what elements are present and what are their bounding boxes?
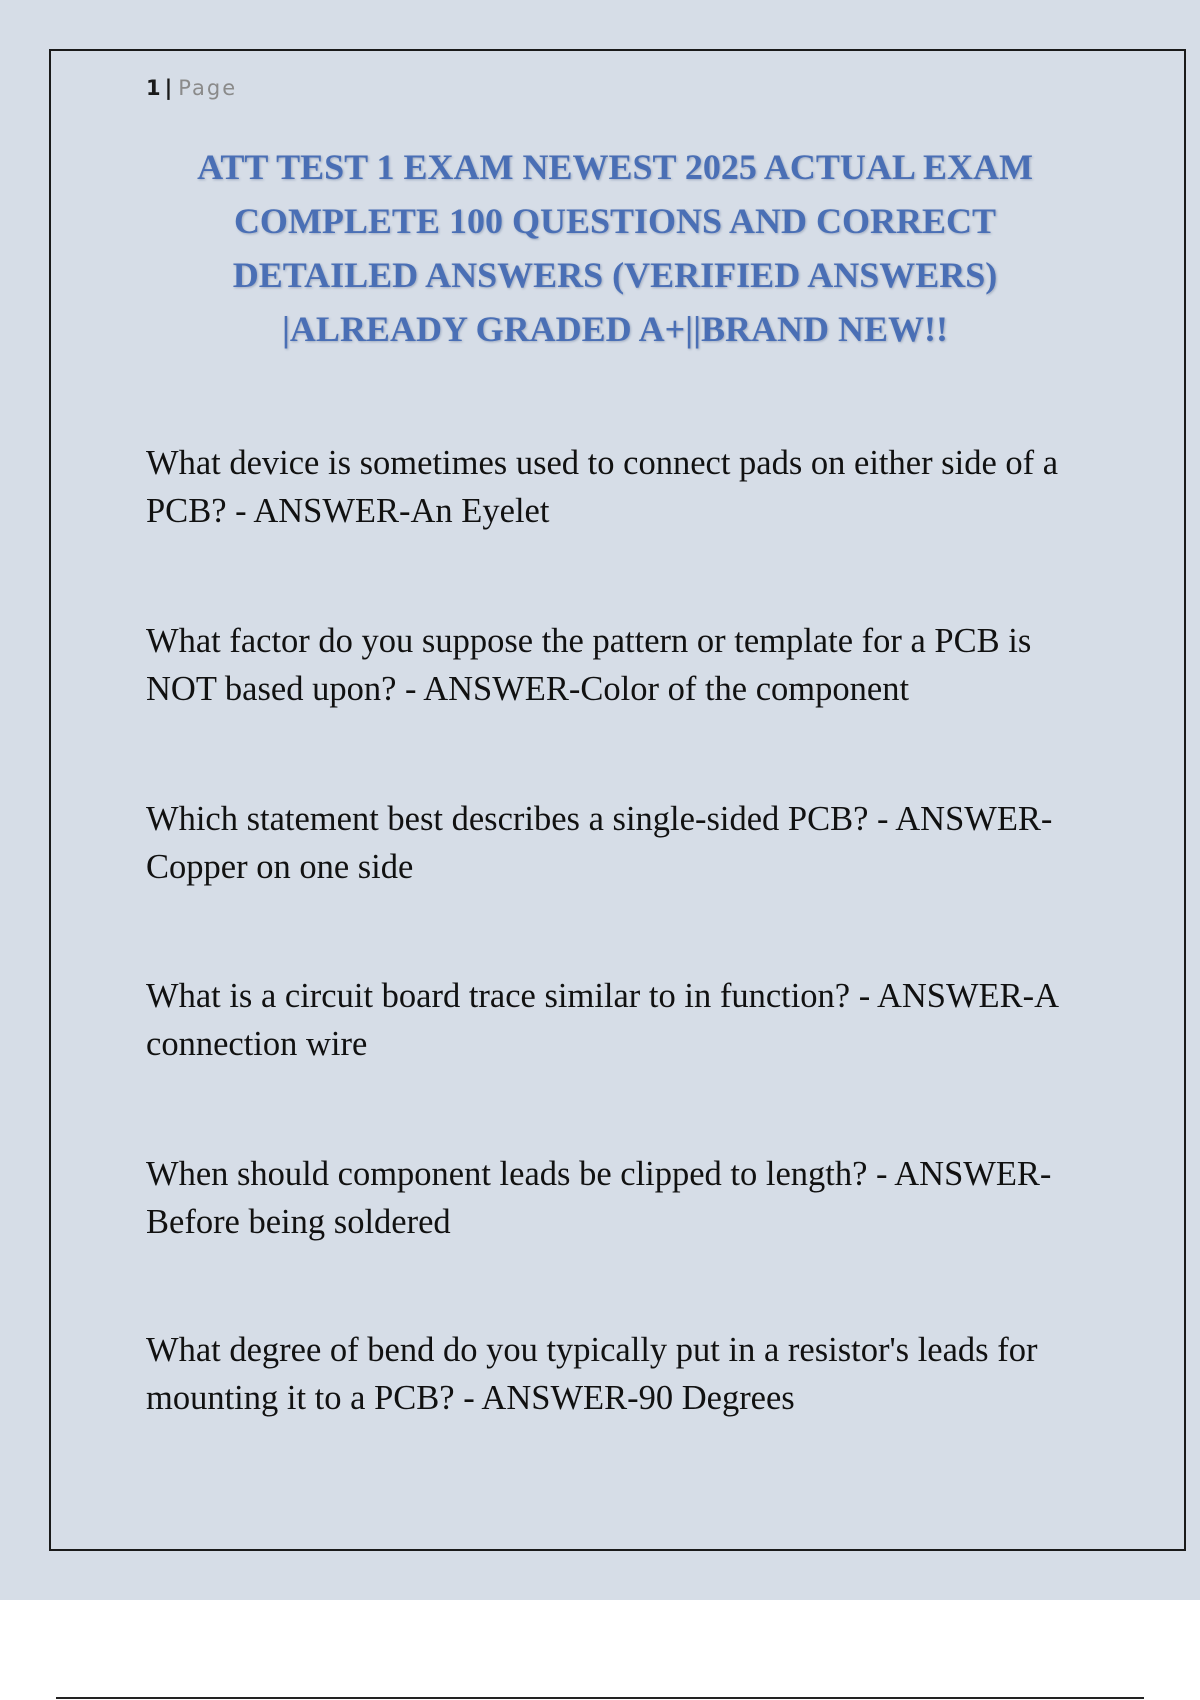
question-answer-1: What device is sometimes used to connect pads on either side of a PCB? - ANSWER-An Eyelet <box>146 444 1059 530</box>
question-answer-3: Which statement best describes a single-sided PCB? - ANSWER-Copper on one side <box>146 800 1053 886</box>
document-title: ATT TEST 1 EXAM NEWEST 2025 ACTUAL EXAM COMPLETE 100 QUESTIONS AND CORRECT DETAILED ANSWERS (VERIFIED ANSWERS) |ALREADY GRADED A+||BRAND NEW!! <box>197 147 1033 349</box>
question-answer-5: When should component leads be clipped to length? - ANSWER-Before being soldered <box>146 1155 1052 1241</box>
page-number-value: 1 <box>146 76 161 100</box>
page-number <box>146 76 237 100</box>
footer-divider <box>56 1697 1144 1699</box>
question-answer-4: What is a circuit board trace similar to in function? - ANSWER-A connection wire <box>146 977 1058 1063</box>
page-label: Page <box>178 76 238 100</box>
page-number-separator: | <box>164 76 175 100</box>
question-answer-6: What degree of bend do you typically put in a resistor's leads for mounting it to a PCB? - ANSWER-90 Degrees <box>146 1331 1038 1417</box>
question-answer-2: What factor do you suppose the pattern or template for a PCB is NOT based upon? - ANSWER-Color of the component <box>146 622 1032 708</box>
